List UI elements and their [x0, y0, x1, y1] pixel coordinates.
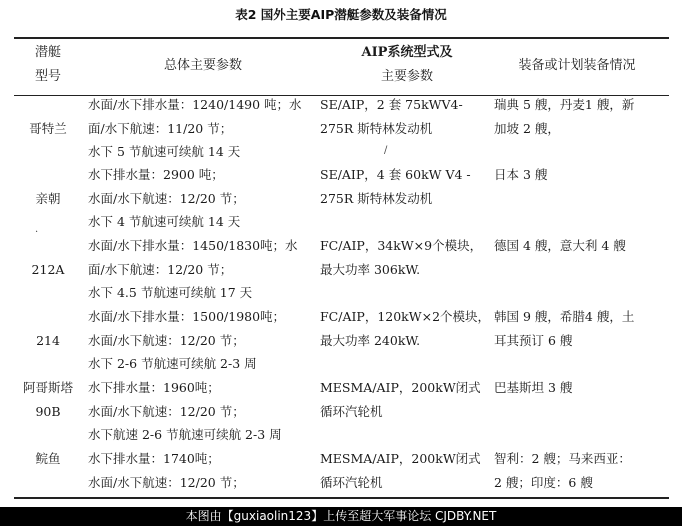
row-model: 鲩鱼	[35, 451, 61, 466]
row-aip-line: SE/AIP，4 套 60kW V4 -	[320, 167, 471, 182]
row-model: 阿哥斯塔	[22, 380, 73, 395]
row-aip-line: 最大功率 306kW.	[320, 262, 421, 277]
row-aip-line: 循环汽轮机	[320, 404, 383, 419]
row-param-line: 水下 2-6 节航速可续航 2-3 周	[88, 356, 257, 371]
row-param-line: 水下排水量：2900 吨；	[88, 167, 224, 182]
header-aip-line1: AIP系统型式及	[361, 45, 453, 60]
row-param-line: 面/水下航速：12/20 节；	[88, 262, 233, 277]
row-param-line: 水面/水下排水量：1500/1980吨；	[88, 309, 286, 324]
row-param-line: 水下排水量：1740吨；	[88, 451, 220, 466]
scan-speck: /	[384, 145, 388, 156]
header-aip-line2: 主要参数	[380, 69, 433, 84]
row-param-line: 面/水下航速：11/20 节；	[88, 121, 233, 136]
header-model-line1: 潜艇	[34, 45, 61, 60]
row-equip-line: 日本 3 艘	[494, 167, 548, 182]
row-model: 亲朝	[35, 191, 61, 206]
row-model: 哥特兰	[29, 121, 67, 136]
row-param-line: 水下航速 2-6 节航速可续航 2-3 周	[88, 427, 282, 442]
row-param-line: 水下 4.5 节航速可续航 17 天	[88, 285, 253, 300]
row-equip-line: 加坡 2 艘，	[494, 121, 560, 136]
row-aip-line: 275R 斯特林发动机	[320, 191, 433, 206]
row-aip-line: SE/AIP，2 套 75kWV4-	[320, 97, 463, 112]
header-equip: 装备或计划装备情况	[518, 58, 636, 73]
row-aip-line: FC/AIP，34kW×9个模块，	[320, 238, 483, 253]
row-aip-line: FC/AIP，120kW×2个模块，	[320, 309, 491, 324]
row-equip-line: 智利：2 艘；马来西亚：	[494, 451, 631, 466]
row-model: 90B	[35, 404, 61, 419]
header-model-line2: 型号	[34, 69, 61, 84]
row-param-line: 水下 5 节航速可续航 14 天	[88, 144, 241, 159]
row-param-line: 水面/水下航速：12/20 节；	[88, 404, 245, 419]
top-rule	[14, 37, 669, 39]
row-equip-line: 2 艘；印度：6 艘	[494, 475, 593, 490]
table-title: 表2 国外主要AIP潜艇参数及装备情况	[235, 7, 447, 22]
scan-speck: .	[35, 224, 39, 235]
row-equip-line: 瑞典 5 艘，丹麦1 艘，新	[494, 97, 635, 112]
row-param-line: 水面/水下排水量：1450/1830吨；水	[88, 238, 298, 253]
row-model: 212A	[31, 262, 65, 277]
row-model: 214	[36, 333, 60, 348]
row-aip-line: MESMA/AIP，200kW闭式	[320, 380, 481, 395]
row-param-line: 水面/水下航速：12/20 节；	[88, 191, 245, 206]
row-equip-line: 韩国 9 艘，希腊4 艘，土	[494, 309, 635, 324]
watermark-banner: 本图由【guxiaolin123】上传至超大军事论坛 CJDBY.NET	[0, 507, 682, 526]
row-aip-line: MESMA/AIP，200kW闭式	[320, 451, 481, 466]
row-param-line: 水面/水下航速：12/20 节；	[88, 333, 245, 348]
row-param-line: 水下 4 节航速可续航 14 天	[88, 214, 241, 229]
row-aip-line: 最大功率 240kW.	[320, 333, 421, 348]
row-param-line: 水面/水下排水量：1240/1490 吨；水	[88, 97, 302, 112]
row-aip-line: 275R 斯特林发动机	[320, 121, 433, 136]
row-equip-line: 德国 4 艘，意大利 4 艘	[494, 238, 626, 253]
header-rule	[14, 95, 669, 96]
row-equip-line: 耳其预订 6 艘	[494, 333, 573, 348]
row-param-line: 水下排水量：1960吨；	[88, 380, 220, 395]
row-aip-line: 循环汽轮机	[320, 475, 383, 490]
bottom-rule	[14, 497, 669, 499]
header-params: 总体主要参数	[163, 58, 242, 73]
row-param-line: 水面/水下航速：12/20 节；	[88, 475, 245, 490]
row-equip-line: 巴基斯坦 3 艘	[494, 380, 573, 395]
